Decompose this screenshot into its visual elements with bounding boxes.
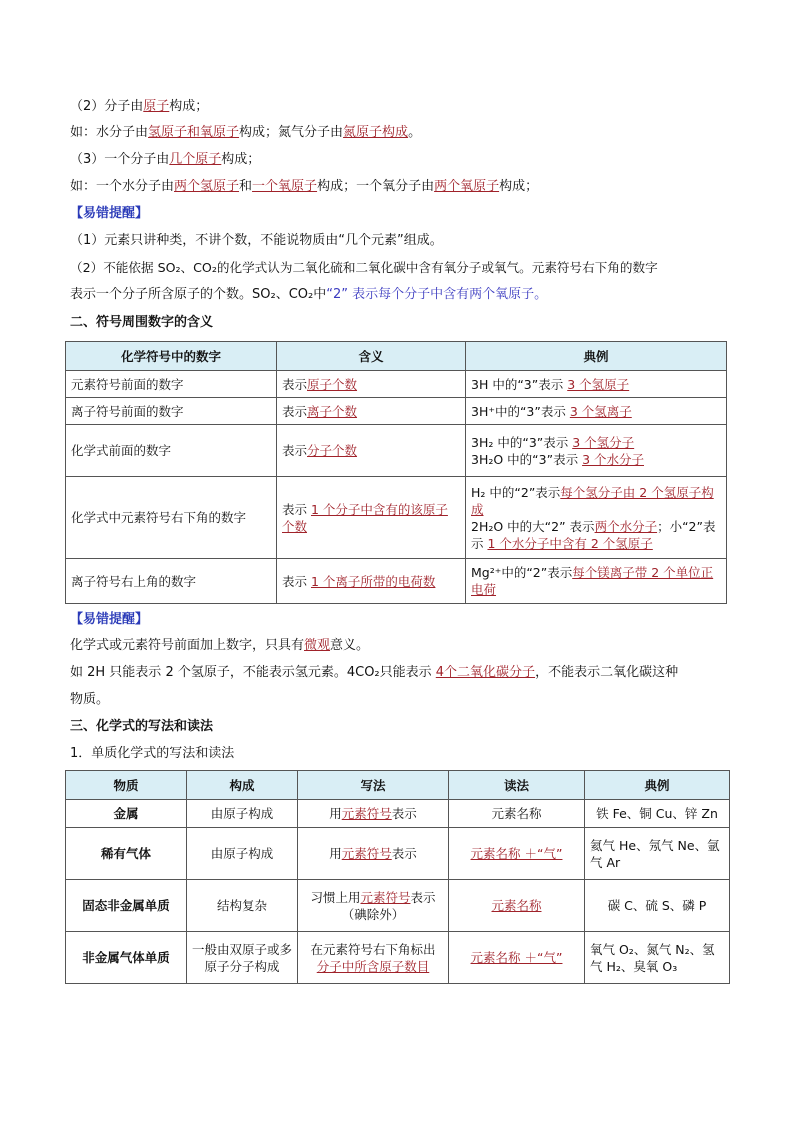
table-cell: 稀有气体 <box>66 828 187 880</box>
table-row <box>66 398 727 425</box>
answer-text: 两个水分子 <box>594 518 658 534</box>
table-cell <box>466 559 727 604</box>
table-row <box>66 880 730 932</box>
table-cell: 固态非金属单质 <box>66 880 187 932</box>
text: 习惯上用 <box>310 889 361 905</box>
table-cell <box>466 371 727 398</box>
text: H₂ 中的“2”表示 <box>471 484 561 500</box>
table-cell: 由原子构成 <box>187 800 298 828</box>
table-cell: 结构复杂 <box>187 880 298 932</box>
text-line <box>70 177 538 197</box>
answer-text: 氢原子和氧原子 <box>148 125 240 140</box>
table-cell <box>466 425 727 477</box>
table-cell <box>277 371 466 398</box>
table-cell: 离子符号右上角的数字 <box>66 559 277 604</box>
table-cell <box>298 932 449 984</box>
column-header: 典例 <box>585 771 730 800</box>
answer-text: 两个氢原子 <box>174 179 240 194</box>
answer-text: 分子中所含原子数目 <box>316 958 430 974</box>
table-cell: 氧气 O₂、氮气 N₂、氢气 H₂、臭氧 O₃ <box>585 932 730 984</box>
answer-text: 1 个离子所带的电荷数 <box>310 573 436 589</box>
column-header: 含义 <box>277 342 466 371</box>
text-line <box>70 97 208 117</box>
text: 在元素符号右下角标出 <box>310 941 436 957</box>
text-line <box>70 123 421 143</box>
table-cell <box>466 398 727 425</box>
text: 构成； <box>499 179 539 194</box>
table-cell: 元素名称 <box>449 880 585 932</box>
text: 意义。 <box>330 638 370 653</box>
table-cell: 碳 C、硫 S、磷 P <box>585 880 730 932</box>
text: 表示 <box>282 443 308 458</box>
column-header: 典例 <box>466 342 727 371</box>
table-cell: 由原子构成 <box>187 828 298 880</box>
column-header: 读法 <box>449 771 585 800</box>
table-cell <box>277 398 466 425</box>
answer-text: 每个氢分子由 2 个氢原子构成 <box>471 484 714 517</box>
text: 用 <box>329 846 342 861</box>
answer-text: 离子个数 <box>307 403 358 419</box>
text: 和 <box>239 179 253 194</box>
text-line <box>70 636 369 656</box>
section-heading: 二、符号周围数字的含义 <box>70 315 214 330</box>
text: 表示（碘除外） <box>341 889 436 922</box>
table-header-row <box>66 342 727 371</box>
answer-text: 3 个氢离子 <box>569 403 632 419</box>
answer-text: 1 个分子中含有的该原子个数 <box>282 501 448 534</box>
table-cell <box>277 425 466 477</box>
text-line: 物质。 <box>70 692 110 707</box>
text: Mg²⁺中的“2”表示 <box>471 565 573 580</box>
answer-text: 3 个氢原子 <box>567 376 630 392</box>
answer-text: 两个氧原子 <box>434 179 500 194</box>
tip-heading: 【易错提醒】 <box>70 612 149 627</box>
answer-text: 几个原子 <box>169 152 222 167</box>
column-header: 写法 <box>298 771 449 800</box>
text: 构成；一个氧分子由 <box>317 179 435 194</box>
table-cell <box>277 559 466 604</box>
table-cell <box>298 880 449 932</box>
table-cell: 化学式中元素符号右下角的数字 <box>66 477 277 559</box>
column-header: 构成 <box>187 771 298 800</box>
table-row <box>66 828 730 880</box>
answer-text: 微观 <box>304 638 331 653</box>
table-row <box>66 932 730 984</box>
text: 。 <box>408 125 422 140</box>
answer-text: 一个氧原子 <box>252 179 318 194</box>
table-cell: 化学式前面的数字 <box>66 425 277 477</box>
text: 表示 <box>282 376 308 392</box>
text-line: （1）元素只讲种类，不讲个数，不能说物质由“几个元素”组成。 <box>70 233 443 248</box>
text: 3H₂O 中的“3”表示 <box>471 451 583 467</box>
text: ，不能表示二氧化碳这种 <box>535 665 679 680</box>
text: 表示 <box>391 846 417 861</box>
table-cell <box>298 828 449 880</box>
text: 构成； <box>169 99 209 114</box>
answer-text: 分子个数 <box>307 443 358 458</box>
text-line: （2）不能依据 SO₂、CO₂的化学式认为二氧化硫和二氧化碳中含有氧分子或氧气。元素符号右下角的数字 <box>70 260 658 275</box>
text: ；小“2”表示 <box>471 518 716 551</box>
text: 表示 <box>282 501 311 517</box>
text-line <box>70 150 260 170</box>
table-cell: 非金属气体单质 <box>66 932 187 984</box>
table-header-row <box>66 771 730 800</box>
text: 用 <box>329 806 342 821</box>
answer-text: 3 个水分子 <box>582 451 644 467</box>
table-cell: 铁 Fe、铜 Cu、锌 Zn <box>585 800 730 828</box>
text: 3H₂ 中的“3”表示 <box>471 434 573 450</box>
table-cell <box>298 800 449 828</box>
column-header: 化学符号中的数字 <box>66 342 277 371</box>
answer-text: 每个镁离子带 2 个单位正电荷 <box>471 565 714 597</box>
answer-text: 3 个氢分子 <box>572 434 635 450</box>
table-cell: 一般由双原子或多原子分子构成 <box>187 932 298 984</box>
text: （2）分子由 <box>70 99 144 114</box>
subsection-heading: 1．单质化学式的写法和读法 <box>70 746 235 761</box>
table-row <box>66 800 730 828</box>
formula-reading-table <box>65 770 730 984</box>
text: 表示 <box>282 403 308 419</box>
text: 2H₂O 中的大“2” 表示 <box>471 518 595 534</box>
answer-text: 氮原子构成 <box>343 125 409 140</box>
answer-text: 元素符号 <box>360 889 411 905</box>
answer-text: 原子 <box>143 99 170 114</box>
table-cell: 元素名称 ＋“气” <box>449 932 585 984</box>
table-row <box>66 559 727 604</box>
highlight-text: “2” 表示每个分子中含有两个氧原子。 <box>326 287 548 302</box>
text-line <box>70 285 547 305</box>
table-row <box>66 425 727 477</box>
text: 构成；氮气分子由 <box>239 125 344 140</box>
table-cell: 金属 <box>66 800 187 828</box>
section-heading: 三、化学式的写法和读法 <box>70 719 214 734</box>
text: 表示 <box>391 806 417 821</box>
table-row <box>66 371 727 398</box>
text: 化学式或元素符号前面加上数字，只具有 <box>70 638 305 653</box>
number-meaning-table <box>65 341 727 604</box>
text: 表示 <box>282 573 311 589</box>
text-line <box>70 663 678 683</box>
tip-heading: 【易错提醒】 <box>70 206 149 221</box>
text: 3H⁺中的“3”表示 <box>471 403 570 419</box>
answer-text: 1 个水分子中含有 2 个氢原子 <box>487 535 653 551</box>
text: （3）一个分子由 <box>70 152 170 167</box>
text: 如：一个水分子由 <box>70 179 175 194</box>
text: 表示一个分子所含原子的个数。SO₂、CO₂中 <box>70 287 327 302</box>
column-header: 物质 <box>66 771 187 800</box>
table-cell: 元素名称 <box>449 800 585 828</box>
answer-text: 原子个数 <box>307 376 358 392</box>
table-cell: 氦气 He、氖气 Ne、氩气 Ar <box>585 828 730 880</box>
answer-text: 4个二氧化碳分子 <box>435 665 536 680</box>
answer-text: 元素符号 <box>341 846 392 861</box>
table-cell <box>277 477 466 559</box>
table-row <box>66 477 727 559</box>
text: 如：水分子由 <box>70 125 149 140</box>
table-cell: 离子符号前面的数字 <box>66 398 277 425</box>
table-cell: 元素符号前面的数字 <box>66 371 277 398</box>
table-cell <box>466 477 727 559</box>
table-cell: 元素名称 ＋“气” <box>449 828 585 880</box>
text: 3H 中的“3”表示 <box>471 376 568 392</box>
text: 构成； <box>221 152 261 167</box>
answer-text: 元素符号 <box>341 806 392 821</box>
text: 如 2H 只能表示 2 个氢原子，不能表示氢元素。4CO₂只能表示 <box>70 665 436 680</box>
